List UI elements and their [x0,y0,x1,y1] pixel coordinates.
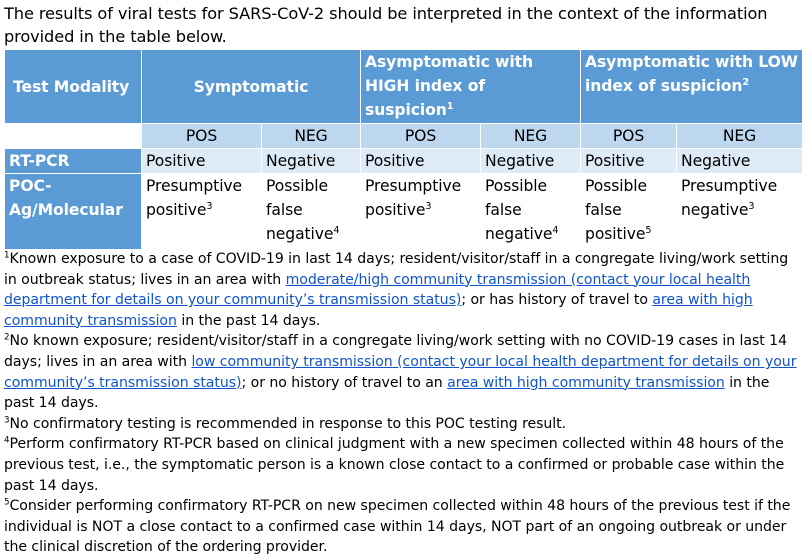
result-cell [581,174,677,250]
result-text: Negative [681,152,751,170]
result-text: Presumptive positive [146,177,243,219]
result-text: Possible false positive [585,177,648,243]
subheader-neg: NEG [677,124,803,149]
result-cell [581,149,677,174]
footnote-ref: 3 [748,200,755,212]
result-text: Possible false negative [266,177,334,243]
subheader-pos: POS [142,124,262,149]
footnote-text: Consider performing confirmatory RT-PCR on new specimen collected within 48 hours of the previous test if the individual is NOT a close contact to a confirmed case within 14 days, NOT part of an ongoing outbreak or under the clinical discretion of the ordering provider. [4,498,791,556]
footnote-2 [4,331,802,413]
footnote-ref: 4 [333,224,340,236]
subheader-pos: POS [361,124,481,149]
footnote-1 [4,249,802,331]
footnote-5 [4,496,802,558]
result-cell [677,174,803,250]
footnote-4 [4,434,802,496]
footnote-ref: 3 [206,200,213,212]
high-transmission-area-link[interactable]: area with high community transmission [4,292,753,329]
result-text: Possible false negative [485,177,553,243]
community-transmission-link[interactable]: moderate/high community transmission (contact your local health department for details on your community’s transmission status) [4,271,751,309]
footnote-text: ; or has history of travel to [461,292,653,309]
footnote-number: 1 [4,250,10,261]
subheader-pos: POS [581,124,677,149]
result-cell [677,149,803,174]
subheader-neg: NEG [262,124,361,149]
header-asymptomatic-low [581,50,803,124]
result-text: Presumptive positive [365,177,462,219]
footnote-number: 3 [4,415,10,426]
footnotes [4,249,802,558]
result-text: Positive [365,152,425,170]
footnote-text: Perform confirmatory RT-PCR based on clinical judgment with a new specimen collected within 48 hours of the previous test, i.e., the symptomatic person is a known close contact to a confirmed or probable case within the past 14 days. [4,436,785,494]
row-header-poc: POC-Ag/Molecular [5,174,142,250]
subheader-neg: NEG [481,124,581,149]
low-transmission-link[interactable]: low community transmission (contact your local health department for details on your community’s transmission status) [4,353,797,391]
footnote-text: in the past 14 days. [4,374,770,412]
footnote-ref: 4 [552,224,559,236]
header-asymptomatic-low-label: Asymptomatic with LOW index of suspicion [585,53,798,95]
header-asymptomatic-high-label: Asymptomatic with HIGH index of suspicion [365,53,533,119]
header-symptomatic: Symptomatic [142,50,361,124]
footnote-text: No known exposure; resident/visitor/staff in a congregate living/work setting with no COVID-19 cases in last 14 days; lives in an area with [4,333,788,370]
footnote-ref: 5 [645,224,652,236]
footnote-number: 2 [4,332,10,343]
footnote-text: Known exposure to a case of COVID-19 in last 14 days; resident/visitor/staff in a congregate living/work setting in outbreak status; lives in an area with [4,251,789,288]
result-text: Presumptive negative [681,177,778,219]
result-text: Positive [146,152,206,170]
footnote-text: No confirmatory testing is recommended in response to this POC testing result. [9,415,567,432]
footnote-ref-1: 1 [446,100,454,112]
result-cell [262,174,361,250]
result-text: Positive [585,152,645,170]
row-header-rt-pcr: RT-PCR [5,149,142,174]
result-cell [481,174,581,250]
footnote-text: in the past 14 days. [176,312,321,329]
result-text: Negative [266,152,336,170]
result-cell [361,174,481,250]
subheader-blank-cell [5,124,142,149]
footnote-text: ; or no history of travel to an [241,374,448,391]
intro-text: The results of viral tests for SARS-CoV-2 should be interpreted in the context of the information provided in the table below. [4,4,768,46]
result-cell [481,149,581,174]
footnote-ref: 3 [425,200,432,212]
result-cell [142,174,262,250]
footnote-number: 4 [4,435,10,446]
high-transmission-area-link[interactable]: area with high community transmission [447,374,725,391]
result-cell [262,149,361,174]
footnote-number: 5 [4,497,10,508]
result-text: Negative [485,152,555,170]
footnote-3 [4,414,802,435]
result-cell [142,149,262,174]
footnote-ref-2: 2 [742,76,750,88]
result-cell [361,149,481,174]
header-asymptomatic-high [361,50,581,124]
test-interpretation-table [4,49,803,250]
header-test-modality: Test Modality [5,50,142,124]
